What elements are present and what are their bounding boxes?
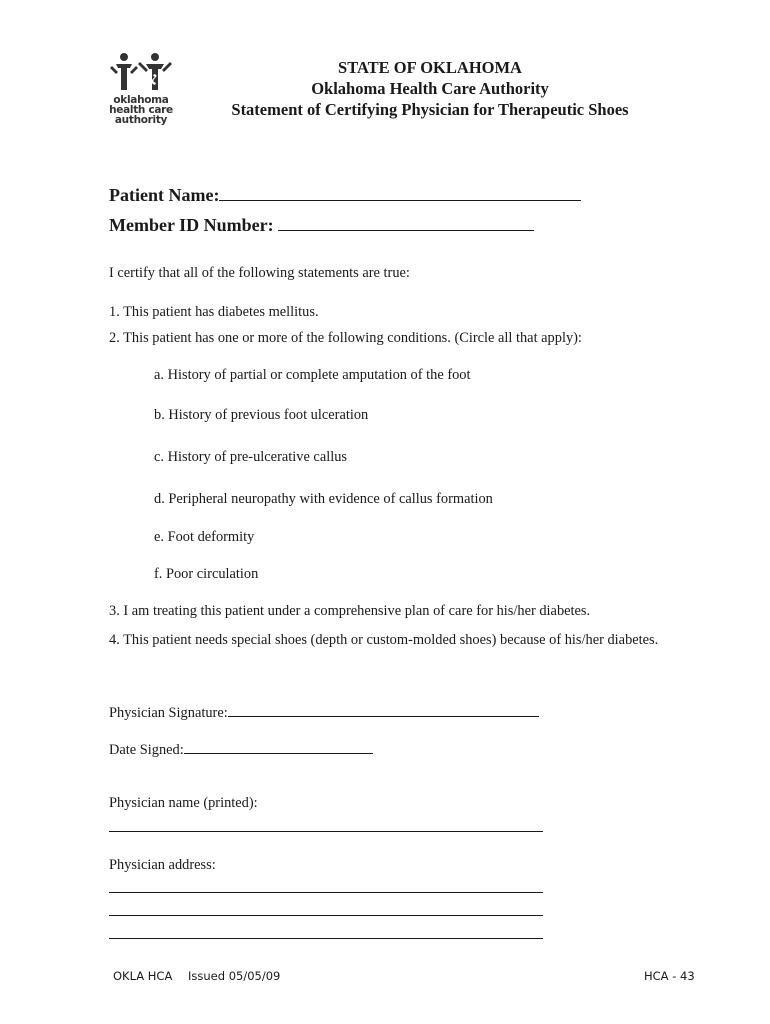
state-title: STATE OF OKLAHOMA bbox=[338, 58, 522, 77]
physician-name-label: Physician name (printed): bbox=[109, 795, 258, 811]
date-signed-label: Date Signed: bbox=[109, 742, 184, 758]
oklahoma-health-care-authority-logo-icon bbox=[110, 52, 174, 94]
form-header bbox=[170, 57, 690, 120]
condition-f[interactable]: f. Poor circulation bbox=[154, 566, 259, 582]
agency-logo bbox=[106, 52, 178, 126]
physician-signature-row bbox=[109, 703, 539, 722]
statement-1: 1. This patient has diabetes mellitus. bbox=[109, 304, 319, 320]
logo-wordmark bbox=[106, 95, 176, 125]
patient-name-field[interactable] bbox=[219, 184, 581, 201]
statement-4: 4. This patient needs special shoes (depth or custom-molded shoes) because of his/her diabetes. bbox=[109, 632, 659, 648]
physician-address-line-3[interactable] bbox=[109, 938, 543, 939]
date-signed-field[interactable] bbox=[184, 740, 373, 754]
physician-signature-field[interactable] bbox=[228, 703, 539, 717]
condition-c[interactable]: c. History of pre-ulcerative callus bbox=[154, 449, 347, 465]
date-signed-row bbox=[109, 740, 373, 759]
physician-address-line-1[interactable] bbox=[109, 892, 543, 893]
physician-address-label: Physician address: bbox=[109, 857, 216, 873]
certification-intro: I certify that all of the following statements are true: bbox=[109, 265, 410, 281]
physician-address-line-2[interactable] bbox=[109, 915, 543, 916]
patient-name-row bbox=[109, 184, 581, 206]
statement-3: 3. I am treating this patient under a comprehensive plan of care for his/her diabetes. bbox=[109, 603, 591, 619]
member-id-field[interactable] bbox=[278, 214, 534, 231]
agency-title: Oklahoma Health Care Authority bbox=[311, 79, 549, 98]
logo-line-1: oklahoma bbox=[113, 94, 169, 106]
member-id-label: Member ID Number: bbox=[109, 215, 274, 235]
condition-e[interactable]: e. Foot deformity bbox=[154, 529, 255, 545]
condition-a[interactable]: a. History of partial or complete amputation of the foot bbox=[154, 367, 471, 383]
form-title: Statement of Certifying Physician for Therapeutic Shoes bbox=[231, 100, 629, 119]
statement-2: 2. This patient has one or more of the following conditions. (Circle all that apply): bbox=[109, 330, 582, 346]
logo-line-3: authority bbox=[114, 114, 168, 126]
footer-issued-date: Issued 05/05/09 bbox=[188, 969, 281, 983]
physician-signature-label: Physician Signature: bbox=[109, 705, 228, 721]
condition-d[interactable]: d. Peripheral neuropathy with evidence of callus formation bbox=[154, 491, 493, 507]
footer-form-number: HCA - 43 bbox=[644, 969, 695, 983]
member-id-row bbox=[109, 214, 534, 236]
patient-name-label: Patient Name: bbox=[109, 185, 220, 205]
condition-b[interactable]: b. History of previous foot ulceration bbox=[154, 407, 369, 423]
physician-name-field[interactable] bbox=[109, 831, 543, 832]
logo-line-2: health care bbox=[109, 104, 173, 116]
footer-agency: OKLA HCA bbox=[113, 969, 173, 983]
